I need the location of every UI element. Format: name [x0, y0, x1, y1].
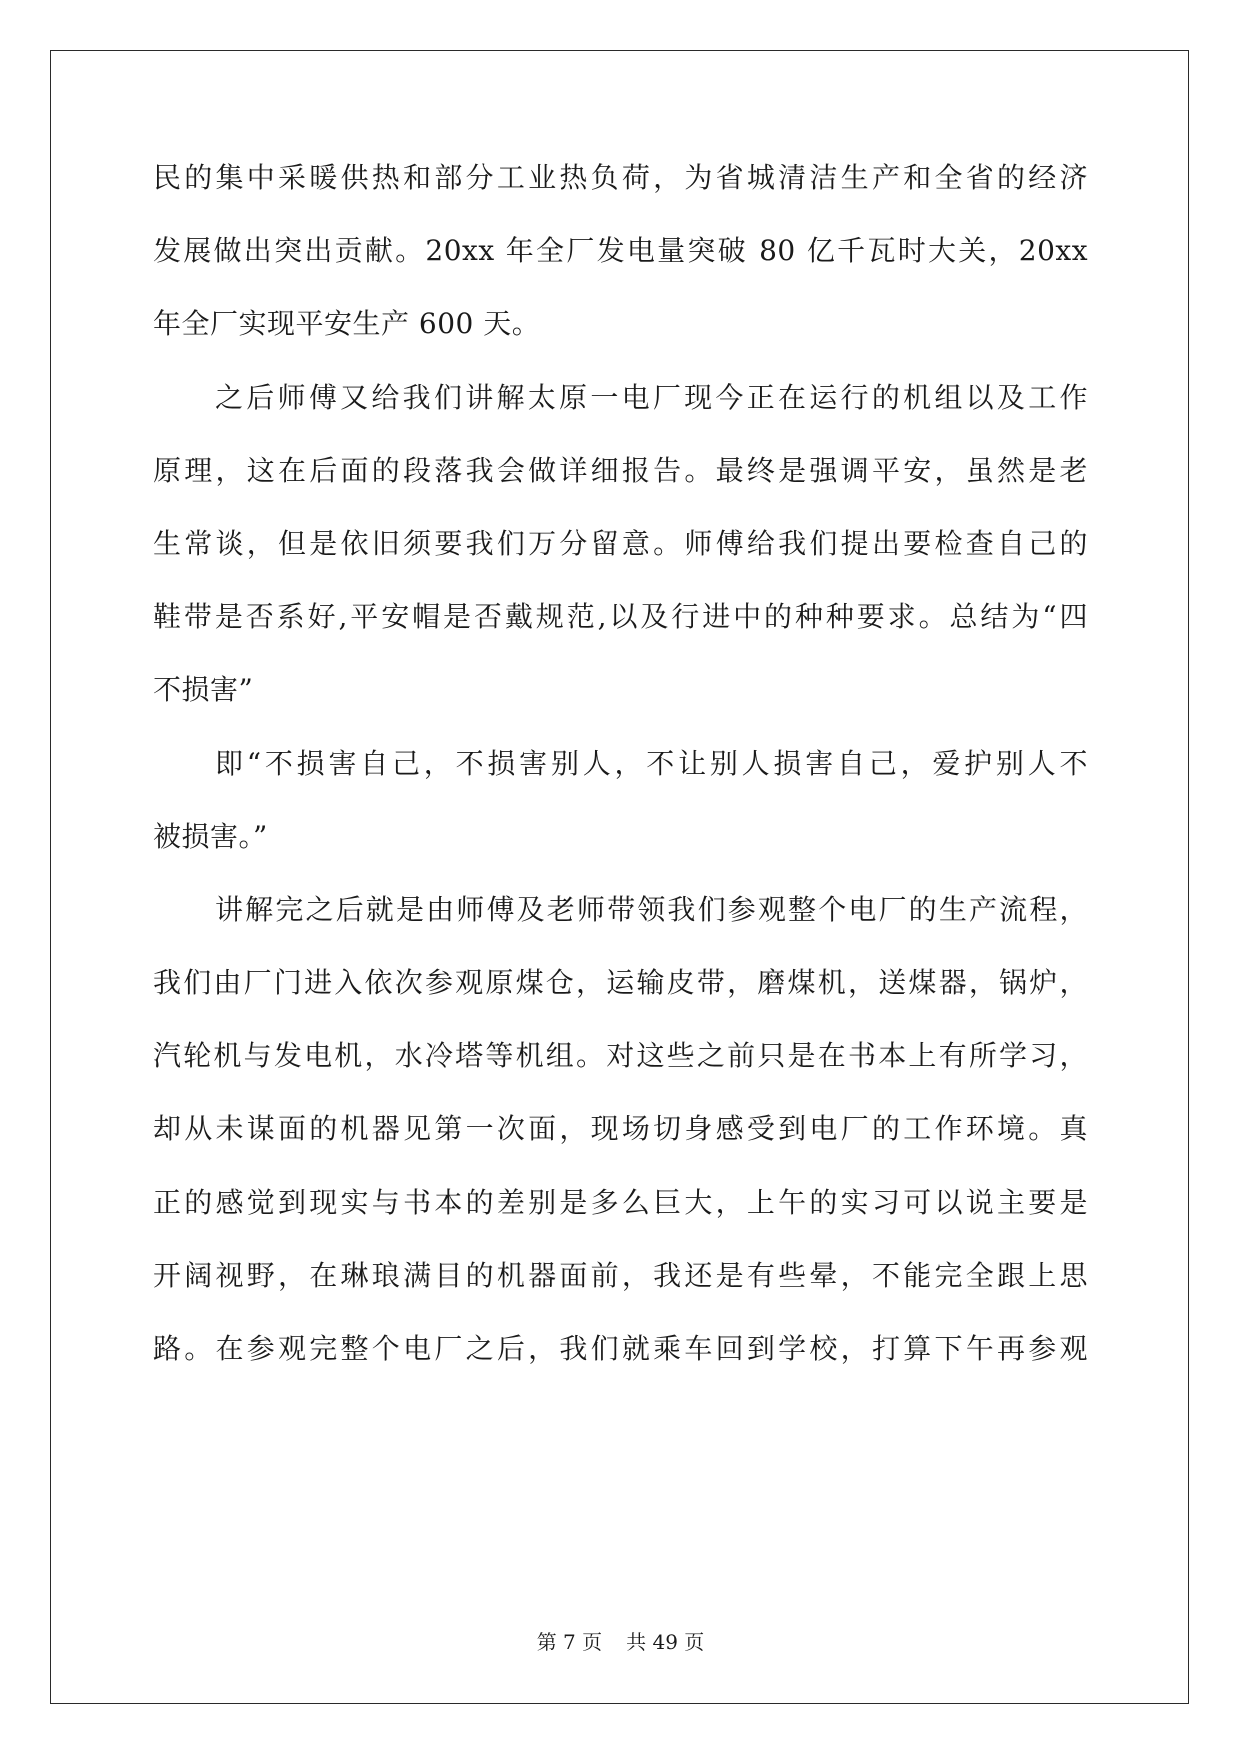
document-body — [153, 158, 1088, 1402]
text-line: 我们由厂门进入依次参观原煤仓，运输皮带，磨煤机，送煤器，锅炉， — [153, 966, 1088, 1000]
text-line: 却从未谋面的机器见第一次面，现场切身感受到电厂的工作环境。真 — [153, 1112, 1088, 1146]
text-line: 路。在参观完整个电厂之后，我们就乘车回到学校，打算下午再参观 — [153, 1332, 1088, 1365]
page-number: 第 7 页 — [536, 1630, 603, 1654]
text-line: 民的集中采暖供热和部分工业热负荷，为省城清洁生产和全省的经济 — [153, 161, 1088, 194]
text-line: 发展做出突出贡献。20xx 年全厂发电量突破 80 亿千瓦时大关，20xx — [153, 234, 1088, 268]
page-total: 共 49 页 — [626, 1630, 705, 1654]
page-footer — [0, 1630, 1241, 1654]
text-line: 不损害” — [153, 673, 254, 707]
text-line: 鞋带是否系好,平安帽是否戴规范,以及行进中的种种要求。总结为“四 — [153, 600, 1088, 634]
text-line: 正的感觉到现实与书本的差别是多么巨大，上午的实习可以说主要是 — [153, 1185, 1088, 1219]
text-line: 汽轮机与发电机，水冷塔等机组。对这些之前只是在书本上有所学习， — [153, 1039, 1088, 1073]
text-line: 被损害。” — [153, 819, 268, 853]
text-line: 讲解完之后就是由师傅及老师带领我们参观整个电厂的生产流程， — [215, 892, 1088, 926]
text-line: 开阔视野，在琳琅满目的机器面前，我还是有些晕，不能完全跟上思 — [153, 1258, 1088, 1292]
text-line: 之后师傅又给我们讲解太原一电厂现今正在运行的机组以及工作 — [215, 380, 1088, 414]
text-line: 年全厂实现平安生产 600 天。 — [153, 307, 541, 341]
text-line: 原理，这在后面的段落我会做详细报告。最终是强调平安，虽然是老 — [153, 453, 1088, 487]
text-line: 生常谈，但是依旧须要我们万分留意。师傅给我们提出要检查自己的 — [153, 526, 1088, 560]
text-line: 即“不损害自己，不损害别人，不让别人损害自己，爱护别人不 — [215, 746, 1088, 780]
